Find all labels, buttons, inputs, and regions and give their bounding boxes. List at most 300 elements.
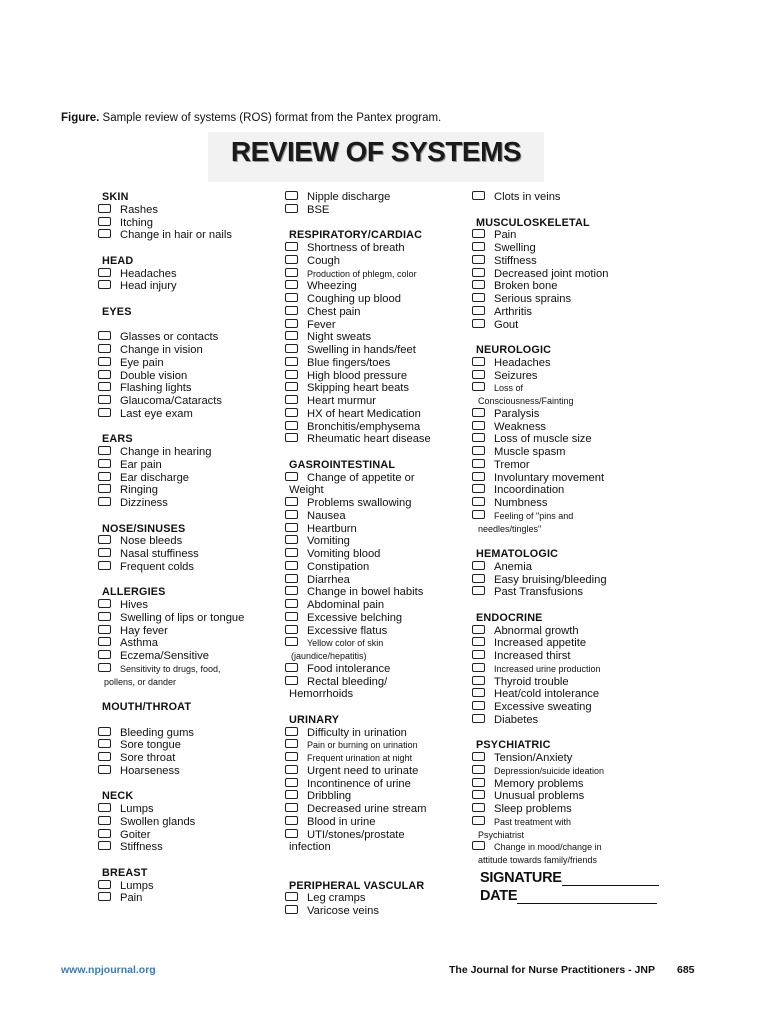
checklist-item[interactable] [96,484,271,497]
checklist-item[interactable] [470,484,655,497]
checkbox[interactable] [285,676,298,685]
checklist-item[interactable] [96,280,271,293]
section-heading: EYES [102,305,132,318]
checkbox[interactable] [285,739,298,748]
checklist-item[interactable] [283,382,463,395]
checklist-item[interactable] [283,637,463,650]
checkbox[interactable] [472,408,485,417]
checkbox[interactable] [285,293,298,302]
checkbox[interactable] [98,268,111,277]
checklist-item[interactable] [283,204,463,217]
checklist-item[interactable] [283,612,463,625]
checklist-item[interactable] [283,586,463,599]
checklist-item[interactable] [470,625,655,638]
checklist-item[interactable] [283,663,463,676]
checklist-item-label: Easy bruising/bleeding [494,573,607,586]
checkbox[interactable] [472,676,485,685]
checklist-item[interactable] [283,803,463,816]
checkbox[interactable] [98,739,111,748]
checklist-item[interactable] [283,280,463,293]
checklist-item-label: Paralysis [494,407,540,420]
spacer [96,778,271,791]
checkbox[interactable] [472,663,485,672]
checklist-item[interactable] [470,637,655,650]
checklist-item-label: Abdominal pain [307,599,385,611]
checkbox[interactable] [472,561,485,570]
checklist-item-label: Constipation [307,560,370,573]
checklist-item[interactable] [96,395,271,408]
checkbox[interactable] [285,357,298,366]
checklist-item-label: Clots in veins [494,191,561,203]
section-heading: NECK [102,790,134,803]
checklist-item[interactable] [470,790,655,803]
checkbox[interactable] [472,816,485,825]
checkbox[interactable] [98,841,111,850]
checklist-item[interactable] [96,625,271,638]
checkbox[interactable] [285,586,298,595]
checklist-item[interactable] [470,293,655,306]
spacer [96,854,271,867]
checklist-item-label: Change of appetite or [307,471,415,484]
checkbox[interactable] [472,625,485,634]
checkbox[interactable] [285,803,298,812]
checkbox[interactable] [285,395,298,404]
checkbox[interactable] [285,752,298,761]
checklist-item-label: Urgent need to urinate [307,764,419,777]
checkbox[interactable] [285,765,298,774]
checklist-item[interactable] [283,306,463,319]
checkbox[interactable] [472,191,485,200]
checklist-item[interactable] [470,765,655,778]
checklist-item[interactable] [283,395,463,408]
checkbox[interactable] [285,790,298,799]
checkbox[interactable] [285,892,298,901]
checklist-item-label: Tremor [494,458,530,471]
checkbox[interactable] [98,331,111,340]
checklist-item[interactable] [283,739,463,752]
checklist-item[interactable] [96,497,271,510]
checklist-item[interactable] [470,752,655,765]
checkbox[interactable] [285,242,298,251]
checkbox[interactable] [285,497,298,506]
checkbox[interactable] [98,229,111,238]
checklist-item[interactable] [283,268,463,281]
checklist-item[interactable] [96,382,271,395]
checkbox[interactable] [98,880,111,889]
checklist-item[interactable] [283,765,463,778]
checklist-item-label: Heat/cold intolerance [494,688,600,701]
checklist-item[interactable] [283,574,463,587]
date-line[interactable] [517,889,657,904]
checklist-item-label: Rashes [120,203,158,216]
checklist-item[interactable] [96,829,271,842]
checkbox[interactable] [98,280,111,289]
checklist-item[interactable] [96,816,271,829]
checkbox[interactable] [285,905,298,914]
checkbox[interactable] [285,548,298,557]
checkbox[interactable] [98,497,111,506]
checklist-item[interactable] [96,535,271,548]
signature-line[interactable] [562,871,659,886]
checklist-item[interactable] [283,816,463,829]
checklist-item-label: Swollen glands [120,815,196,828]
checkbox[interactable] [472,765,485,774]
checkbox[interactable] [472,650,485,659]
checklist-item-label: Bronchitis/emphysema [307,420,421,433]
checkbox[interactable] [285,319,298,328]
checklist-item[interactable] [283,319,463,332]
checklist-item[interactable] [470,803,655,816]
checklist-item[interactable] [283,523,463,536]
checkbox[interactable] [472,382,485,391]
checkbox[interactable] [98,892,111,901]
section-heading: HEMATOLOGIC [476,548,559,560]
section-heading: RESPIRATORY/CARDIAC [289,229,423,242]
checklist-item[interactable] [470,663,655,676]
checkbox[interactable] [285,421,298,430]
checklist-item-label: Weakness [494,420,547,433]
checkbox[interactable] [98,370,111,379]
checklist-item[interactable] [283,293,463,306]
checklist-item[interactable] [283,829,463,842]
checklist-item[interactable] [96,472,271,485]
checklist-item-label: Incoordination [494,484,565,497]
checklist-item[interactable] [96,612,271,625]
checklist-item[interactable] [283,727,463,740]
checklist-item[interactable] [470,191,655,204]
checklist-item[interactable] [96,663,271,676]
checklist-item-label: Muscle spasm [494,446,566,458]
checklist-item[interactable] [470,650,655,663]
checklist-item-label: Unusual problems [494,790,585,803]
checklist-item[interactable] [470,472,655,485]
checkbox[interactable] [98,204,111,213]
checkbox[interactable] [98,548,111,557]
checklist-item-label: Dizziness [120,497,168,509]
checkbox[interactable] [472,790,485,799]
checklist-item[interactable] [470,586,655,599]
checklist-item[interactable] [470,816,655,829]
checklist-item-label: Asthma [120,637,158,650]
checklist-item[interactable] [283,255,463,268]
checkbox[interactable] [472,459,485,468]
checklist-item[interactable] [283,676,463,689]
checklist-item[interactable] [96,892,271,905]
checklist-item-label: Flashing lights [120,382,192,395]
checklist-item[interactable] [470,778,655,791]
checkbox[interactable] [285,382,298,391]
checkbox[interactable] [472,497,485,506]
checklist-item[interactable] [96,727,271,740]
checkbox[interactable] [98,382,111,391]
checklist-item[interactable] [470,242,655,255]
checklist-item[interactable] [96,204,271,217]
checklist-item[interactable] [283,548,463,561]
title-banner [208,132,544,182]
checkbox[interactable] [98,625,111,634]
checkbox[interactable] [98,395,111,404]
checkbox[interactable] [472,701,485,710]
checklist-item-label: Increased urine production [494,663,601,674]
checklist-item[interactable] [96,217,271,230]
checkbox[interactable] [285,344,298,353]
checklist-item-label: Blue fingers/toes [307,356,391,369]
checkbox[interactable] [472,433,485,442]
checklist-item[interactable] [470,841,655,854]
checklist-item[interactable] [283,892,463,905]
checkbox[interactable] [98,829,111,838]
checklist-item[interactable] [470,255,655,268]
date-field[interactable] [480,888,657,904]
checklist-item[interactable] [470,370,655,383]
checkbox[interactable] [285,561,298,570]
checkbox[interactable] [285,306,298,315]
checkbox[interactable] [98,472,111,481]
checklist-item[interactable] [470,319,655,332]
checklist-item[interactable] [283,625,463,638]
checkbox[interactable] [472,229,485,238]
checklist-item[interactable] [96,331,271,344]
checkbox[interactable] [472,510,485,519]
checklist-item-label: Incontinence of urine [307,777,411,790]
checkbox[interactable] [285,612,298,621]
spacer [283,701,463,714]
checklist-item[interactable] [283,497,463,510]
checkbox[interactable] [285,599,298,608]
checklist-item[interactable] [470,280,655,293]
checkbox[interactable] [285,370,298,379]
checklist-item[interactable] [470,446,655,459]
checkbox[interactable] [98,637,111,646]
checkbox[interactable] [285,280,298,289]
checklist-item[interactable] [470,421,655,434]
checkbox[interactable] [98,446,111,455]
checklist-item[interactable] [96,599,271,612]
checkbox[interactable] [472,293,485,302]
checkbox[interactable] [285,191,298,200]
checkbox[interactable] [98,816,111,825]
checklist-item[interactable] [283,242,463,255]
checkbox[interactable] [472,421,485,430]
checkbox[interactable] [472,688,485,697]
checklist-item[interactable] [470,229,655,242]
checklist-item-label: Thyroid trouble [494,675,569,688]
checkbox[interactable] [472,574,485,583]
checkbox[interactable] [472,803,485,812]
checklist-item[interactable] [96,803,271,816]
checklist-item[interactable] [283,561,463,574]
checkbox[interactable] [285,663,298,672]
spacer [470,204,655,217]
checklist-item-label: Heartburn [307,522,357,535]
checklist-item[interactable] [96,561,271,574]
checklist-item[interactable] [283,510,463,523]
checklist-item-label: Dribbling [307,790,352,803]
checklist-item[interactable] [96,268,271,281]
checklist-item[interactable] [96,650,271,663]
spacer [96,293,271,306]
checklist-item[interactable] [96,408,271,421]
checkbox[interactable] [98,459,111,468]
checklist-item[interactable] [283,331,463,344]
checkbox[interactable] [285,268,298,277]
checklist-item-label: Eczema/Sensitive [120,650,209,662]
checklist-item[interactable] [283,421,463,434]
checkbox[interactable] [98,803,111,812]
checklist-item[interactable] [96,446,271,459]
checkbox[interactable] [472,752,485,761]
checkbox[interactable] [472,280,485,289]
checklist-item-label: UTI/stones/prostate [307,828,405,841]
checkbox[interactable] [285,535,298,544]
checkbox[interactable] [98,752,111,761]
section-heading: NEUROLOGIC [476,344,552,356]
checkbox[interactable] [98,765,111,774]
checkbox[interactable] [98,561,111,570]
checklist-item[interactable] [283,790,463,803]
checklist-item[interactable] [470,459,655,472]
checkbox[interactable] [98,408,111,417]
checkbox[interactable] [472,357,485,366]
checklist-item[interactable] [470,714,655,727]
checkbox[interactable] [285,472,298,481]
checkbox[interactable] [98,612,111,621]
checkbox[interactable] [98,357,111,366]
checkbox[interactable] [285,204,298,213]
signature-field[interactable] [480,870,659,886]
footer-journal: The Journal for Nurse Practitioners - JNP [449,964,655,976]
checkbox[interactable] [98,344,111,353]
checkbox[interactable] [472,446,485,455]
checkbox[interactable] [472,255,485,264]
checklist-item[interactable] [470,382,655,395]
checklist-item[interactable] [96,548,271,561]
checklist-item[interactable] [96,880,271,893]
checkbox[interactable] [98,535,111,544]
checklist-item[interactable] [96,459,271,472]
checklist-item-label: Numbness [494,497,548,509]
checklist-item[interactable] [470,688,655,701]
page-title: REVIEW OF SYSTEMS [230,136,522,167]
checklist-item[interactable] [283,357,463,370]
checklist-item-label: Past treatment with [494,816,572,827]
checkbox[interactable] [285,816,298,825]
checkbox[interactable] [285,331,298,340]
checkbox[interactable] [285,510,298,519]
checklist-item[interactable] [283,905,463,918]
checkbox[interactable] [285,408,298,417]
checklist-item-label: Stiffness [120,841,163,854]
checklist-item[interactable] [470,497,655,510]
checkbox[interactable] [472,841,485,850]
checklist-item[interactable] [283,433,463,446]
checkbox[interactable] [285,523,298,532]
checkbox[interactable] [472,637,485,646]
checkbox[interactable] [285,255,298,264]
checklist-item[interactable] [283,599,463,612]
checklist-item-label: BSE [307,203,330,216]
checklist-item[interactable] [96,229,271,242]
checklist-item[interactable] [470,433,655,446]
checklist-item[interactable] [470,676,655,689]
checklist-item[interactable] [283,535,463,548]
checkbox[interactable] [285,625,298,634]
checklist-item-label: Frequent colds [120,560,195,573]
checkbox[interactable] [472,242,485,251]
checkbox[interactable] [472,472,485,481]
checklist-item[interactable] [283,778,463,791]
checklist-item-label: Lumps [120,803,154,815]
column-2 [283,191,463,918]
checkbox[interactable] [285,433,298,442]
checkbox[interactable] [285,829,298,838]
checklist-item[interactable] [470,306,655,319]
checkbox[interactable] [472,370,485,379]
checkbox[interactable] [98,484,111,493]
checklist-item[interactable] [470,510,655,523]
section-heading: PERIPHERAL VASCULAR [289,879,425,892]
checklist-item[interactable] [96,357,271,370]
checkbox[interactable] [98,599,111,608]
spacer [283,854,463,867]
checkbox[interactable] [285,574,298,583]
checklist-item[interactable] [283,472,463,485]
checklist-item[interactable] [283,408,463,421]
checkbox[interactable] [285,727,298,736]
checklist-item[interactable] [470,701,655,714]
checklist-item[interactable] [96,739,271,752]
checklist-item[interactable] [470,268,655,281]
checklist-item-label: Nasal stuffiness [120,548,199,560]
checklist-item[interactable] [96,765,271,778]
checkbox[interactable] [472,268,485,277]
spacer [470,535,655,548]
checkbox[interactable] [472,714,485,723]
spacer [470,727,655,740]
checklist-item[interactable] [283,370,463,383]
checklist-item[interactable] [470,357,655,370]
checklist-item[interactable] [96,344,271,357]
checkbox[interactable] [98,650,111,659]
checklist-item-label: Headaches [120,267,177,280]
checklist-item[interactable] [283,344,463,357]
spacer [470,331,655,344]
checklist-item[interactable] [470,408,655,421]
checklist-item[interactable] [96,752,271,765]
checklist-item-label: Night sweats [307,331,372,344]
checkbox[interactable] [472,319,485,328]
checklist-item[interactable] [470,561,655,574]
checkbox[interactable] [98,217,111,226]
checklist-item[interactable] [283,191,463,204]
checkbox[interactable] [98,663,111,672]
checklist-item[interactable] [96,841,271,854]
checklist-item[interactable] [96,637,271,650]
checklist-item[interactable] [96,370,271,383]
checkbox[interactable] [472,484,485,493]
checkbox[interactable] [285,637,298,646]
checkbox[interactable] [98,727,111,736]
checkbox[interactable] [472,778,485,787]
checklist-item[interactable] [470,574,655,587]
section-heading: HEAD [102,254,134,267]
checklist-item[interactable] [283,752,463,765]
checkbox[interactable] [472,306,485,315]
checkbox[interactable] [472,586,485,595]
checklist-item-label: Eye pain [120,356,164,369]
checklist-item-label: Headaches [494,356,551,369]
checkbox[interactable] [285,778,298,787]
